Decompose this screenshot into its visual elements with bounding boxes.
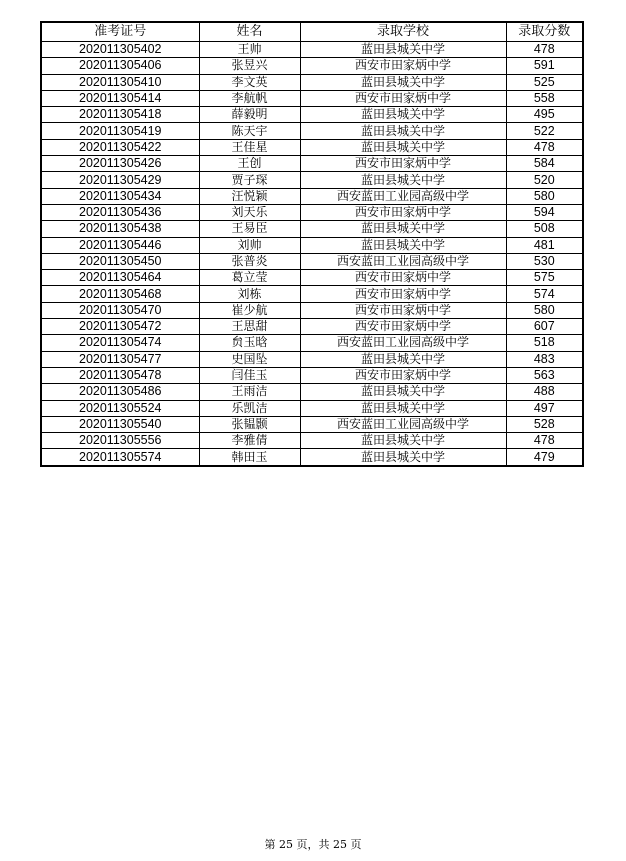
cell-score: 479 [506, 449, 583, 466]
cell-score: 584 [506, 156, 583, 172]
cell-exam-id: 202011305436 [41, 204, 199, 220]
cell-score: 483 [506, 351, 583, 367]
table-row [41, 42, 583, 58]
table-row [41, 74, 583, 90]
cell-exam-id: 202011305406 [41, 58, 199, 74]
cell-score: 563 [506, 367, 583, 383]
cell-exam-id: 202011305574 [41, 449, 199, 466]
cell-exam-id: 202011305477 [41, 351, 199, 367]
cell-name: 王创 [199, 156, 300, 172]
table-row [41, 270, 583, 286]
cell-score: 580 [506, 302, 583, 318]
table-row [41, 90, 583, 106]
cell-name: 贠玉晗 [199, 335, 300, 351]
cell-score: 594 [506, 204, 583, 220]
cell-exam-id: 202011305450 [41, 253, 199, 269]
cell-exam-id: 202011305468 [41, 286, 199, 302]
table-row [41, 400, 583, 416]
cell-school: 蓝田县城关中学 [300, 172, 506, 188]
cell-exam-id: 202011305422 [41, 139, 199, 155]
table-row [41, 253, 583, 269]
cell-school: 蓝田县城关中学 [300, 433, 506, 449]
cell-name: 王易臣 [199, 221, 300, 237]
cell-score: 580 [506, 188, 583, 204]
table-row [41, 204, 583, 220]
cell-school: 西安市田家炳中学 [300, 367, 506, 383]
cell-name: 贾子琛 [199, 172, 300, 188]
cell-exam-id: 202011305464 [41, 270, 199, 286]
cell-name: 王思甜 [199, 319, 300, 335]
cell-score: 481 [506, 237, 583, 253]
table-row [41, 319, 583, 335]
table-row [41, 416, 583, 432]
header-name: 姓名 [199, 22, 300, 42]
header-row [41, 22, 583, 42]
cell-school: 西安蓝田工业园高级中学 [300, 253, 506, 269]
table-row [41, 286, 583, 302]
cell-school: 西安市田家炳中学 [300, 90, 506, 106]
cell-name: 张昱兴 [199, 58, 300, 74]
cell-school: 西安蓝田工业园高级中学 [300, 188, 506, 204]
cell-name: 葛立莹 [199, 270, 300, 286]
cell-name: 张普炎 [199, 253, 300, 269]
cell-exam-id: 202011305419 [41, 123, 199, 139]
cell-score: 478 [506, 42, 583, 58]
cell-score: 488 [506, 384, 583, 400]
cell-school: 蓝田县城关中学 [300, 400, 506, 416]
cell-school: 西安市田家炳中学 [300, 204, 506, 220]
cell-score: 518 [506, 335, 583, 351]
cell-name: 崔少航 [199, 302, 300, 318]
table-row [41, 58, 583, 74]
table-row [41, 172, 583, 188]
cell-name: 王雨洁 [199, 384, 300, 400]
cell-school: 西安市田家炳中学 [300, 286, 506, 302]
cell-name: 陈天宇 [199, 123, 300, 139]
table-row [41, 188, 583, 204]
cell-school: 蓝田县城关中学 [300, 74, 506, 90]
cell-score: 558 [506, 90, 583, 106]
table-row [41, 384, 583, 400]
cell-school: 蓝田县城关中学 [300, 107, 506, 123]
table-header [41, 22, 583, 42]
cell-score: 575 [506, 270, 583, 286]
cell-exam-id: 202011305478 [41, 367, 199, 383]
cell-exam-id: 202011305402 [41, 42, 199, 58]
cell-name: 张韫颢 [199, 416, 300, 432]
cell-school: 西安市田家炳中学 [300, 270, 506, 286]
cell-score: 591 [506, 58, 583, 74]
table-row [41, 449, 583, 466]
table-row [41, 221, 583, 237]
table-row [41, 433, 583, 449]
admission-table [40, 21, 584, 467]
page-footer: 第 25 页，共 25 页 [264, 838, 362, 851]
cell-name: 汪悦颖 [199, 188, 300, 204]
cell-school: 西安蓝田工业园高级中学 [300, 335, 506, 351]
cell-school: 西安市田家炳中学 [300, 58, 506, 74]
cell-school: 蓝田县城关中学 [300, 449, 506, 466]
cell-score: 478 [506, 139, 583, 155]
cell-exam-id: 202011305434 [41, 188, 199, 204]
header-score: 录取分数 [506, 22, 583, 42]
cell-exam-id: 202011305556 [41, 433, 199, 449]
cell-school: 西安市田家炳中学 [300, 156, 506, 172]
cell-exam-id: 202011305410 [41, 74, 199, 90]
cell-name: 刘天乐 [199, 204, 300, 220]
cell-score: 495 [506, 107, 583, 123]
header-school: 录取学校 [300, 22, 506, 42]
cell-exam-id: 202011305474 [41, 335, 199, 351]
cell-score: 478 [506, 433, 583, 449]
cell-score: 574 [506, 286, 583, 302]
table-row [41, 351, 583, 367]
cell-score: 525 [506, 74, 583, 90]
cell-exam-id: 202011305470 [41, 302, 199, 318]
table-row [41, 139, 583, 155]
cell-score: 520 [506, 172, 583, 188]
table-row [41, 367, 583, 383]
cell-exam-id: 202011305540 [41, 416, 199, 432]
cell-score: 528 [506, 416, 583, 432]
cell-name: 李雅倩 [199, 433, 300, 449]
cell-name: 薛毅明 [199, 107, 300, 123]
cell-school: 蓝田县城关中学 [300, 237, 506, 253]
cell-school: 蓝田县城关中学 [300, 139, 506, 155]
cell-school: 蓝田县城关中学 [300, 384, 506, 400]
cell-score: 607 [506, 319, 583, 335]
cell-name: 刘帅 [199, 237, 300, 253]
cell-exam-id: 202011305418 [41, 107, 199, 123]
cell-school: 西安蓝田工业园高级中学 [300, 416, 506, 432]
cell-school: 蓝田县城关中学 [300, 351, 506, 367]
cell-name: 李航帆 [199, 90, 300, 106]
cell-score: 508 [506, 221, 583, 237]
cell-name: 王佳星 [199, 139, 300, 155]
cell-school: 蓝田县城关中学 [300, 123, 506, 139]
cell-school: 西安市田家炳中学 [300, 302, 506, 318]
cell-exam-id: 202011305426 [41, 156, 199, 172]
cell-name: 王帅 [199, 42, 300, 58]
cell-exam-id: 202011305414 [41, 90, 199, 106]
cell-score: 530 [506, 253, 583, 269]
table-row [41, 123, 583, 139]
cell-name: 史国坠 [199, 351, 300, 367]
cell-name: 韩田玉 [199, 449, 300, 466]
cell-score: 497 [506, 400, 583, 416]
table-body [41, 42, 583, 466]
cell-exam-id: 202011305524 [41, 400, 199, 416]
cell-name: 闫佳玉 [199, 367, 300, 383]
cell-exam-id: 202011305438 [41, 221, 199, 237]
cell-exam-id: 202011305429 [41, 172, 199, 188]
header-exam-id: 准考证号 [41, 22, 199, 42]
cell-exam-id: 202011305472 [41, 319, 199, 335]
cell-name: 刘栋 [199, 286, 300, 302]
table-row [41, 156, 583, 172]
cell-name: 李文英 [199, 74, 300, 90]
cell-school: 西安市田家炳中学 [300, 319, 506, 335]
table-row [41, 237, 583, 253]
table-row [41, 107, 583, 123]
cell-school: 蓝田县城关中学 [300, 221, 506, 237]
cell-score: 522 [506, 123, 583, 139]
table-row [41, 335, 583, 351]
cell-school: 蓝田县城关中学 [300, 42, 506, 58]
cell-exam-id: 202011305446 [41, 237, 199, 253]
cell-name: 乐凯洁 [199, 400, 300, 416]
cell-exam-id: 202011305486 [41, 384, 199, 400]
table-row [41, 302, 583, 318]
